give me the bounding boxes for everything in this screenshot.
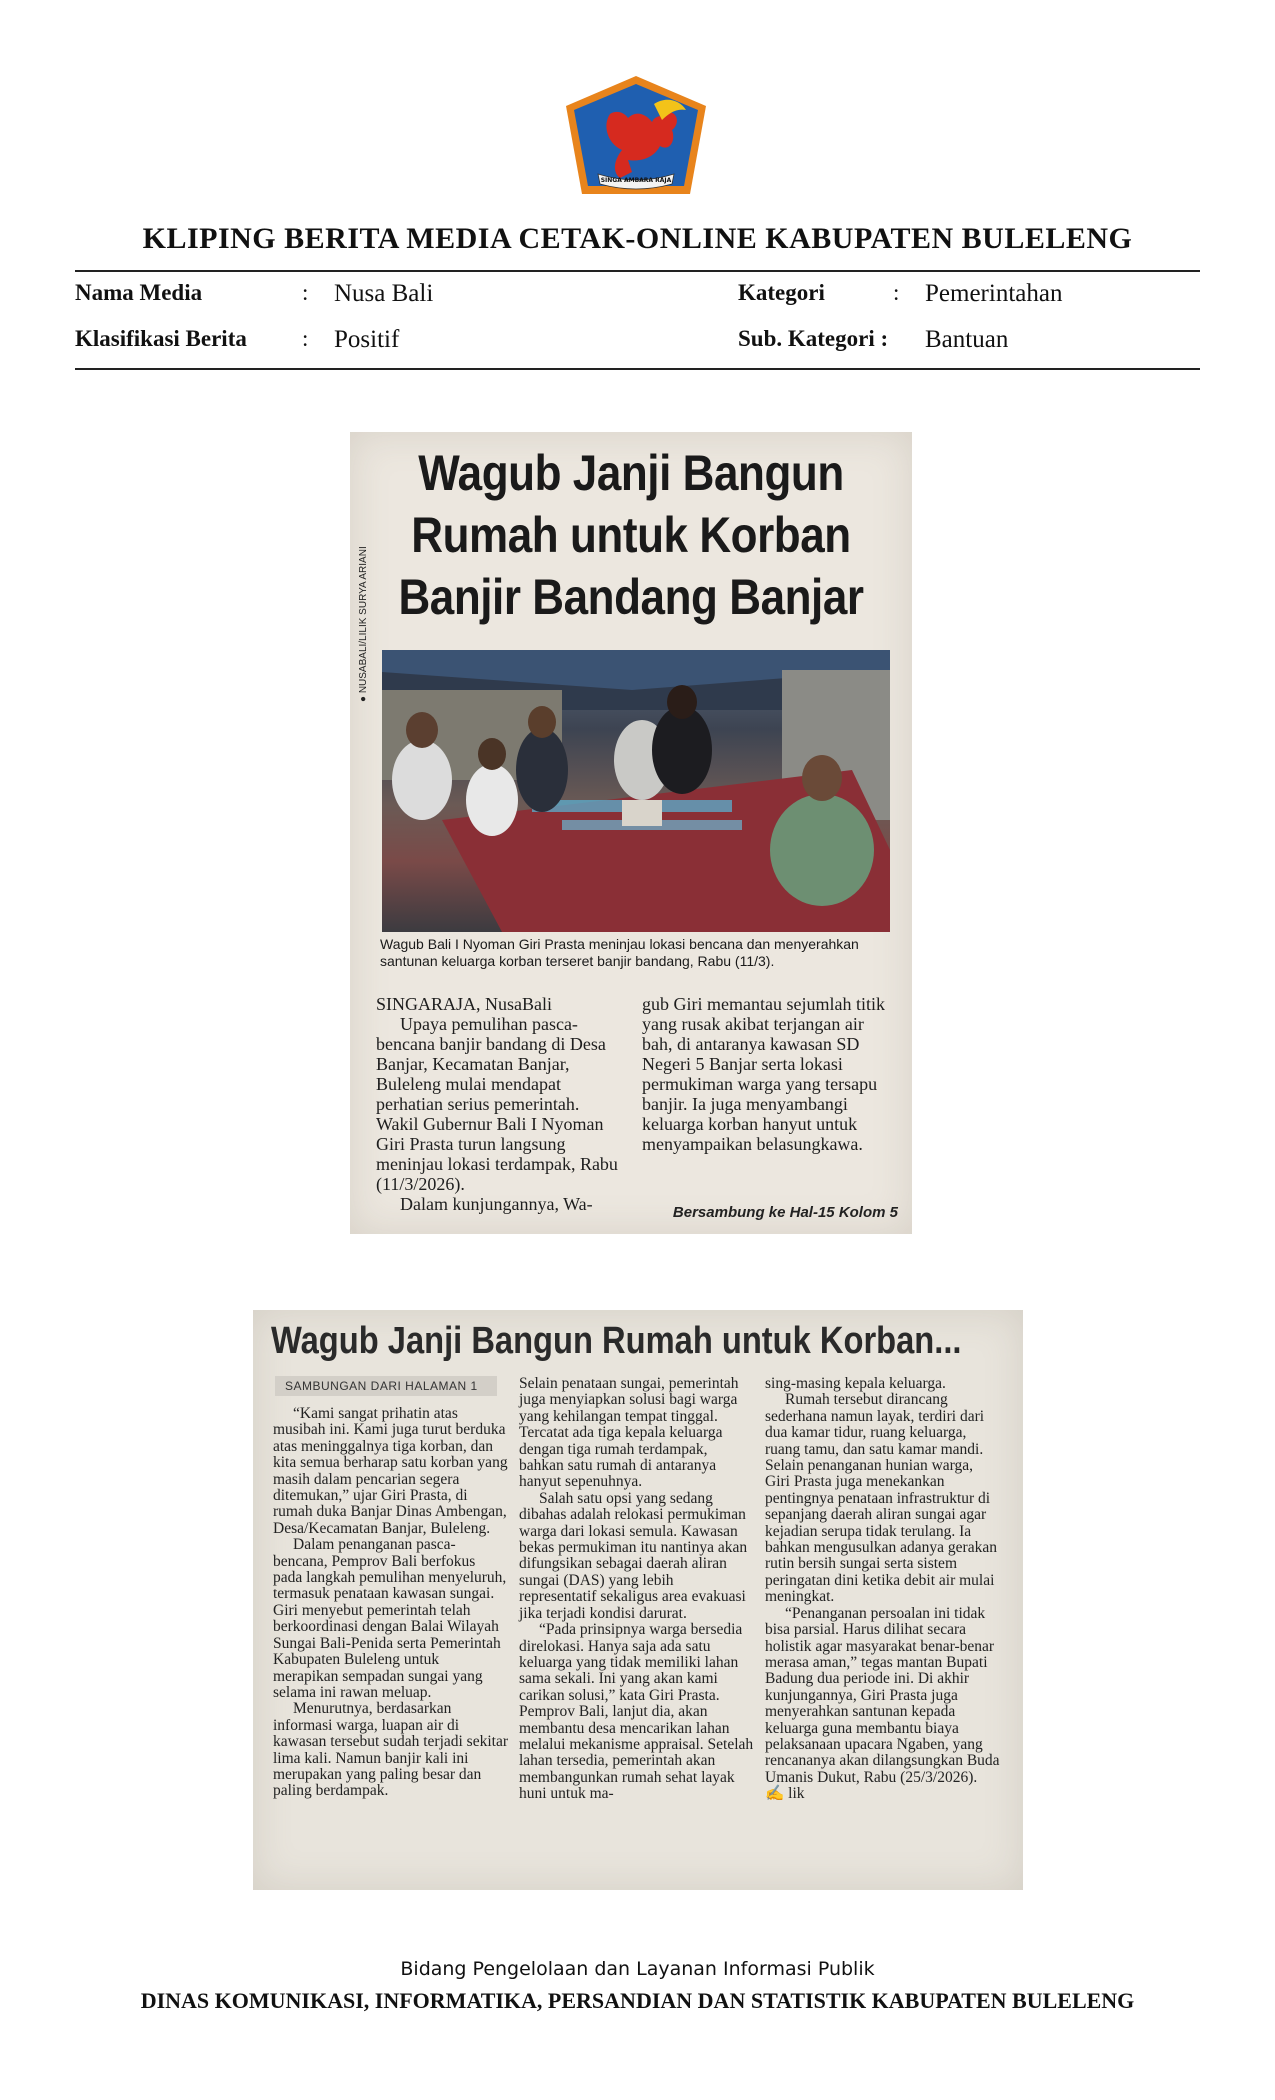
klasifikasi-value: Positif xyxy=(334,326,400,353)
sub-kategori-label: Sub. Kategori : xyxy=(738,326,889,351)
clipping1-headline xyxy=(384,432,879,637)
nama-media-colon: : xyxy=(302,280,309,305)
nama-media-label: Nama Media xyxy=(75,280,203,305)
clipping2-headline: Wagub Janji Bangun Rumah untuk Korban... xyxy=(271,1320,962,1362)
kategori-value: Pemerintahan xyxy=(925,280,1063,307)
logo-banner-text: SINGA AMBARA RAJA xyxy=(600,177,672,184)
kategori-label: Kategori xyxy=(738,280,825,305)
clipping2-column-1 xyxy=(273,1406,508,1800)
news-photo xyxy=(382,650,890,932)
paragraph: gub Giri memantau sejumlah titik yang rusak akibat terjangan air bah, di antaranya kawasan SD Negeri 5 Banjar serta lokasi permukiman warga yang tersapu banjir. Ia juga menyambangi keluarga korban hanyut untuk menyampaikan belasungkawa. xyxy=(642,994,885,1154)
paragraph: sing-masing kepala keluarga. xyxy=(765,1375,946,1392)
klasifikasi-label: Klasifikasi Berita xyxy=(75,326,247,351)
clipping2-column-2 xyxy=(519,1376,754,1803)
clipping1-column-1 xyxy=(376,994,621,1214)
klasifikasi-colon: : xyxy=(302,326,309,351)
paragraph: Selain penataan sungai, pemerintah juga menyiapkan solusi bagi warga yang kehilangan tempat tinggal. Tercatat ada tiga kepala keluarga dengan tiga rumah terdampak, bahkan satu rumah di antaranya hanyut sepenuhnya. xyxy=(519,1375,739,1491)
paragraph: “Kami sangat prihatin atas musibah ini. Kami juga turut berduka atas meninggalnya tiga korban, dan kita semua berharap satu korban yang masih dalam pencarian segera ditemukan,” ujar Giri Prasta, di rumah duka Banjar Dinas Ambengan, Desa/Kecamatan Banjar, Buleleng. xyxy=(273,1405,508,1537)
paragraph: Salah satu opsi yang sedang dibahas adalah relokasi permukiman warga dari lokasi semula. Kawasan bekas permukiman itu nantinya akan difungsikan sebagai daerah aliran sungai (DAS) yang lebih representatif sekaligus area evakuasi jika terjadi kondisi darurat. xyxy=(519,1489,748,1622)
headline-line-3: Banjir Bandang Banjar xyxy=(398,569,864,625)
top-divider xyxy=(75,270,1200,272)
continuation-kicker: SAMBUNGAN DARI HALAMAN 1 xyxy=(275,1376,497,1396)
paragraph: Menurutnya, berdasarkan informasi warga, luapan air di kawasan tersebut sudah terjadi sekitar lima kali. Namun banjir kali ini merupakan yang paling besar dan paling berdampak. xyxy=(273,1700,508,1800)
paragraph: “Pada prinsipnya warga bersedia direlokasi. Hanya saja ada satu keluarga yang tidak memiliki lahan sama sekali. Ini yang akan kami carikan solusi,” kata Giri Prasta. Pemprov Bali, lanjut dia, akan membantu desa mencarikan lahan melalui mekanisme appraisal. Setelah lahan tersedia, pemerintah akan membangunkan rumah sehat layak huni untuk ma- xyxy=(519,1621,754,1803)
footer-agency: DINAS KOMUNIKASI, INFORMATIKA, PERSANDIAN DAN STATISTIK KABUPATEN BULELENG xyxy=(140,1988,1135,2013)
paragraph: Dalam kunjungannya, Wa- xyxy=(400,1194,593,1214)
nama-media-value: Nusa Bali xyxy=(334,280,434,307)
paragraph: Dalam penanganan pasca-bencana, Pemprov Bali berfokus pada langkah pemulihan menyeluruh, termasuk penataan kawasan sungai. Giri menyebut pemerintah telah berkoordinasi dengan Balai Wilayah Sungai Bali-Penida serta Pemerintah Kabupaten Buleleng untuk merapikan sempadan sungai yang selama ini rawan meluap. xyxy=(273,1536,507,1701)
bottom-divider xyxy=(75,368,1200,370)
document-title: KLIPING BERITA MEDIA CETAK-ONLINE KABUPATEN BULELENG xyxy=(142,222,1133,255)
dateline: SINGARAJA, NusaBali xyxy=(376,994,553,1014)
buleleng-emblem-logo xyxy=(562,74,710,198)
kategori-colon: : xyxy=(893,280,900,305)
news-photo-illustration xyxy=(382,650,890,932)
paragraph: “Penanganan persoalan ini tidak bisa parsial. Harus dilihat secara holistik agar masyarakat benar-benar merasa aman,” tegas mantan Bupati Badung dua periode ini. Di akhir kunjungannya, Giri Prasta juga menyerahkan santunan kepada keluarga guna membantu biaya pelaksanaan upacara Ngaben, yang rencananya akan dilangsungkan Buda Umanis Dukut, Rabu (25/3/2026). ✍ lik xyxy=(765,1604,1000,1803)
photo-credit: ● NUSABALI/LILIK SURYA ARIANI xyxy=(358,546,369,702)
paragraph: Upaya pemulihan pasca-bencana banjir bandang di Desa Banjar, Kecamatan Banjar, Buleleng mulai mendapat perhatian serius pemerintah. Wakil Gubernur Bali I Nyoman Giri Prasta turun langsung meninjau lokasi terdampak, Rabu (11/3/2026). xyxy=(376,1014,618,1194)
sub-kategori-value: Bantuan xyxy=(925,326,1009,353)
footer-department: Bidang Pengelolaan dan Layanan Informasi Publik xyxy=(400,1958,875,1980)
news-clipping-front-page xyxy=(350,432,912,1234)
headline-line-1: Wagub Janji Bangun xyxy=(418,445,844,501)
headline-line-2: Rumah untuk Korban xyxy=(411,507,851,563)
photo-caption: Wagub Bali I Nyoman Giri Prasta meninjau lokasi bencana dan menyerahkan santunan keluarga korban terseret banjir bandang, Rabu (11/3). xyxy=(380,936,859,969)
clipping2-column-3 xyxy=(765,1376,1000,1803)
clipping1-column-2 xyxy=(642,994,887,1154)
continued-note: Bersambung ke Hal-15 Kolom 5 xyxy=(672,1204,898,1221)
news-clipping-continuation xyxy=(253,1310,1023,1890)
paragraph: Rumah tersebut dirancang sederhana namun layak, terdiri dari dua kamar tidur, ruang keluarga, ruang tamu, dan satu kamar mandi. Selain penanganan hunian warga, Giri Prasta juga menekankan pentingnya penataan infrastruktur di sepanjang daerah aliran sungai agar kejadian serupa tidak terulang. Ia bahkan mengusulkan adanya gerakan rutin bersih sungai serta sistem peringatan dini ketika debit air mulai meningkat. xyxy=(765,1391,997,1606)
